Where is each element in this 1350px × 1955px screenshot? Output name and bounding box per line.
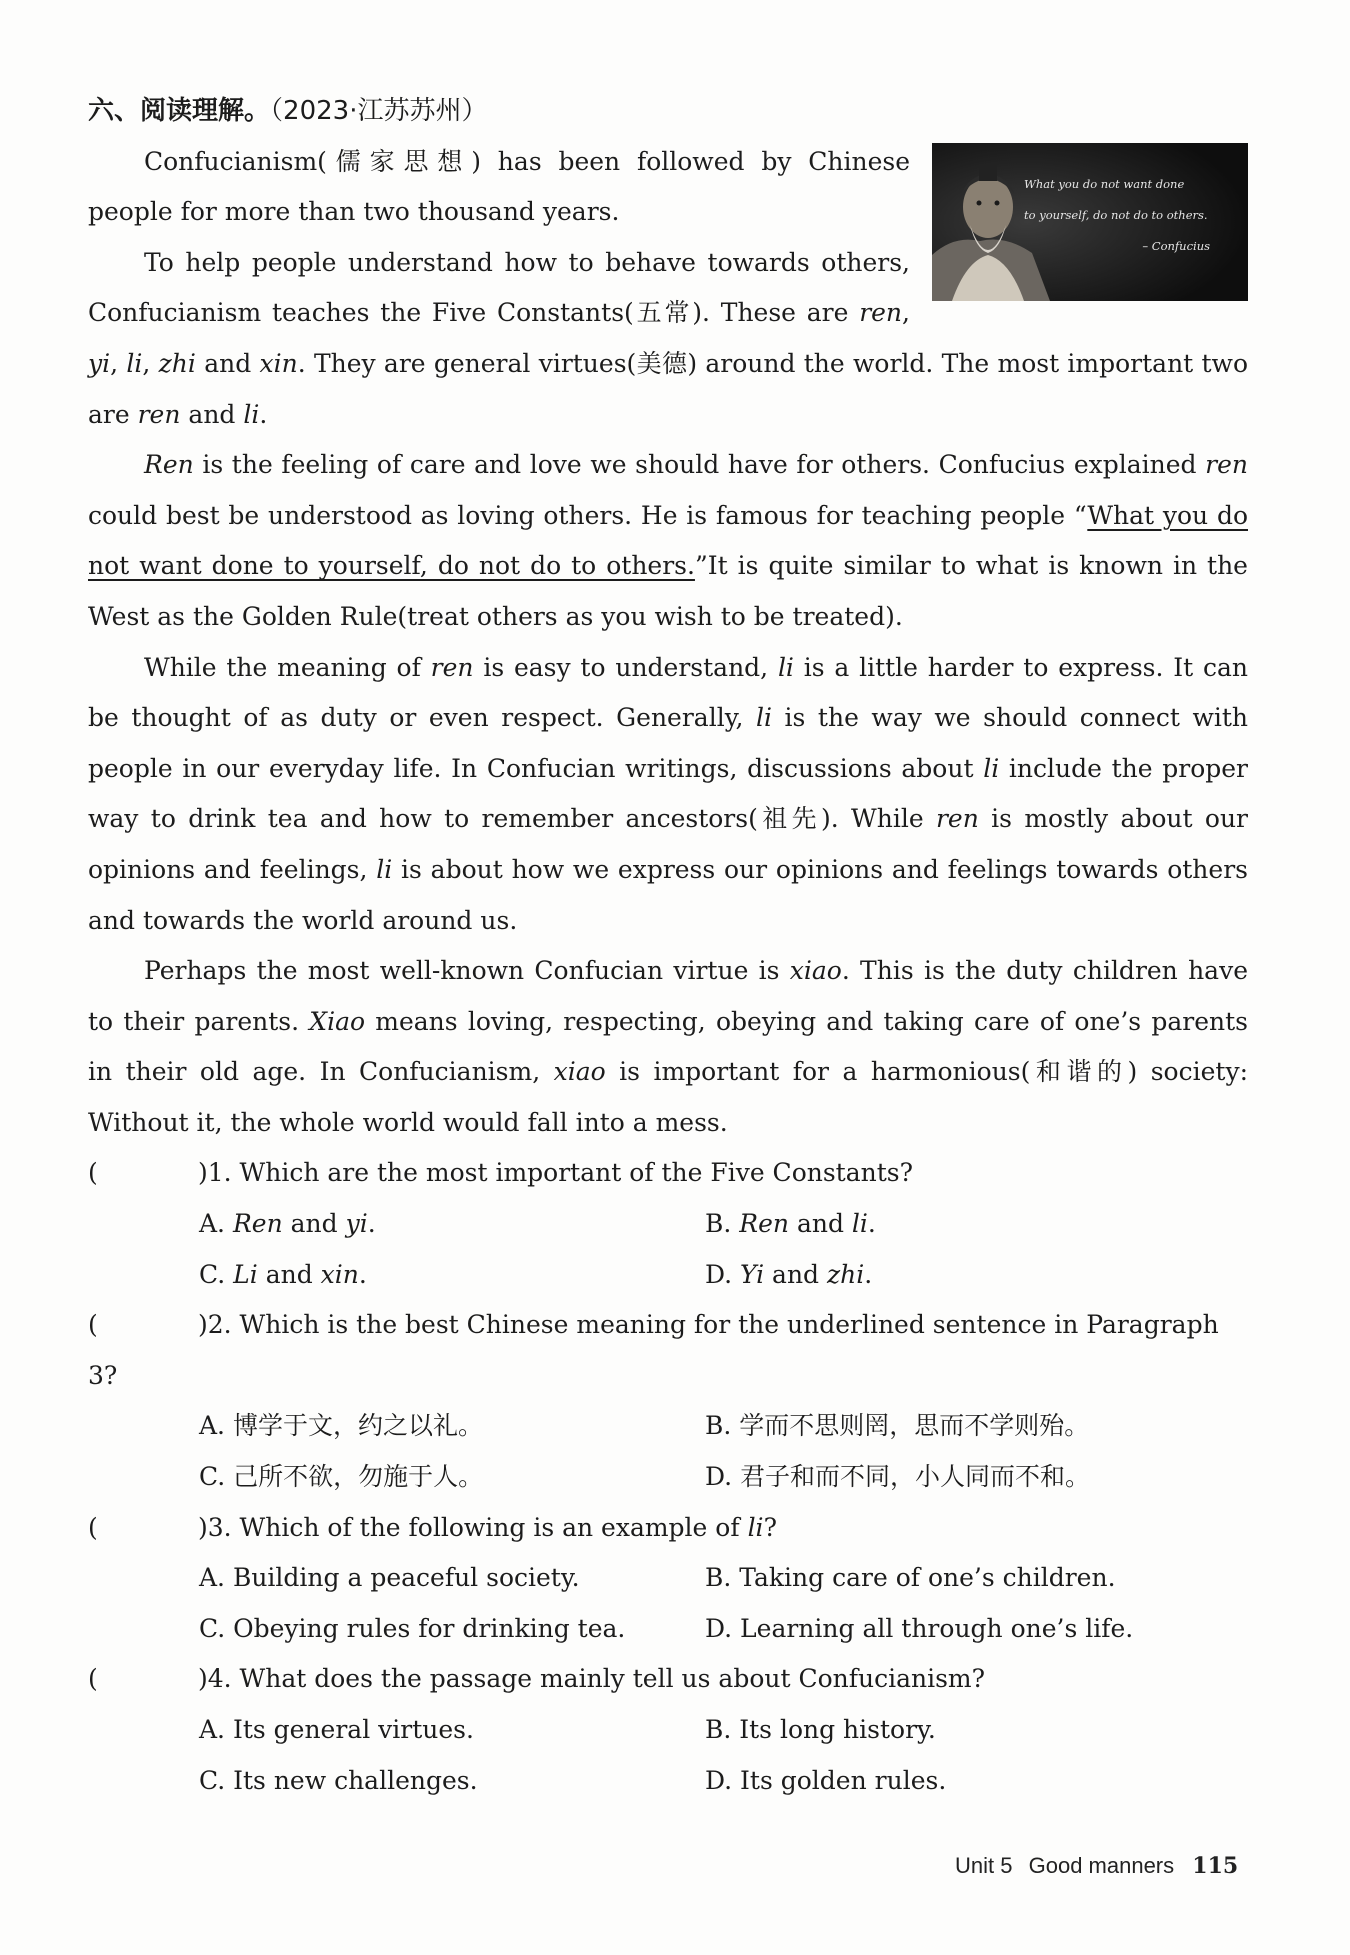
option-b[interactable]: B. Its long history. xyxy=(705,1715,936,1744)
option-a[interactable]: A. Its general virtues. xyxy=(199,1715,474,1744)
term-ren: ren xyxy=(859,298,903,328)
option-and: and xyxy=(789,1209,852,1239)
p2-text-a: To help people understand how to behave towards others, Confucianism teaches the Five Constants(五常). These are xyxy=(88,247,910,328)
quote-line-2: to yourself, do not do to others. xyxy=(1024,207,1208,222)
term-yi: yi xyxy=(345,1209,368,1239)
answer-blank[interactable]: ( xyxy=(88,1310,98,1340)
p2-sep-5: and xyxy=(180,399,244,429)
term-li: li xyxy=(376,854,393,884)
paragraph-3 xyxy=(88,440,1248,642)
option-letter: B. xyxy=(705,1209,740,1239)
question-1-options xyxy=(88,1199,1248,1300)
term-xin: xin xyxy=(259,348,298,378)
question-4-options xyxy=(88,1705,1248,1806)
term-ren: Ren xyxy=(144,450,194,480)
section-source: （2023·江苏苏州） xyxy=(270,96,488,126)
question-1-stem: )1. Which are the most important of the Five Constants? xyxy=(198,1158,914,1188)
term-ren: ren xyxy=(430,652,474,682)
term-xin: xin xyxy=(320,1259,359,1289)
question-4-stem: )4. What does the passage mainly tell us about Confucianism? xyxy=(198,1664,986,1694)
option-b[interactable]: B. Taking care of one’s children. xyxy=(705,1563,1116,1593)
option-d[interactable]: D. Learning all through one’s life. xyxy=(705,1613,1134,1643)
term-ren: ren xyxy=(935,804,979,834)
question-3-mark: ? xyxy=(763,1512,777,1542)
p2-sep-3: , xyxy=(142,348,159,378)
question-3-stem: )3. Which of the following is an example of xyxy=(198,1512,748,1542)
p4-text-e: include the proper way to drink tea and how to remember ancestors(祖先). While xyxy=(88,753,1248,834)
p2-sep-4: and xyxy=(195,348,260,378)
option-c[interactable]: C. Its new challenges. xyxy=(199,1765,478,1795)
option-a[interactable] xyxy=(199,1199,705,1250)
quote-author: – Confucius xyxy=(1142,238,1210,253)
option-end: . xyxy=(864,1259,873,1289)
p4-text-b: is easy to understand, xyxy=(473,652,778,682)
term-li: li xyxy=(756,703,772,733)
p3-text-c: ”It is quite similar to what is known in the West as the Golden Rule(treat others as you wish to be treated). xyxy=(88,551,1248,631)
quote-text xyxy=(1024,169,1244,262)
p2-end: . xyxy=(259,399,268,429)
term-ren: ren xyxy=(1205,450,1248,480)
unit-title: Good manners xyxy=(1028,1853,1175,1878)
question-2 xyxy=(88,1300,1248,1401)
unit-label: Unit 5 xyxy=(955,1853,1013,1878)
option-letter: A. xyxy=(199,1209,233,1239)
p3-text-b: could best be understood as loving others. He is famous for teaching people “ xyxy=(88,500,1088,530)
term-ren: ren xyxy=(137,399,181,429)
quote-line-1: What you do not want done xyxy=(1024,176,1185,191)
question-4 xyxy=(88,1654,1248,1705)
term-yi: yi xyxy=(88,348,111,378)
term-ren: Ren xyxy=(739,1209,789,1239)
term-li: li xyxy=(777,652,794,682)
term-xiao: Xiao xyxy=(309,1006,366,1036)
paragraph-1-text: Confucianism(儒家思想) has been followed by Chinese people for more than two thousand years. xyxy=(88,146,910,227)
answer-blank[interactable]: ( xyxy=(88,1158,98,1188)
answer-blank[interactable]: ( xyxy=(88,1512,98,1542)
p4-text-a: While the meaning of xyxy=(144,652,431,682)
option-c[interactable]: C. Obeying rules for drinking tea. xyxy=(199,1613,626,1643)
term-ren: Ren xyxy=(232,1209,283,1239)
option-and: and xyxy=(257,1259,321,1289)
question-2-stem: )2. Which is the best Chinese meaning for the underlined sentence in Paragraph 3? xyxy=(88,1310,1219,1390)
term-li: li xyxy=(747,1512,764,1542)
paragraph-5 xyxy=(88,946,1248,1148)
term-li: Li xyxy=(233,1259,258,1289)
term-zhi: zhi xyxy=(827,1259,865,1289)
question-3-options xyxy=(88,1553,1248,1654)
term-li: li xyxy=(851,1209,868,1239)
term-xiao: xiao xyxy=(553,1057,606,1087)
page-footer xyxy=(955,1853,1238,1879)
term-zhi: zhi xyxy=(158,348,196,378)
p5-text-c: means loving, respecting, obeying and taking care of one’s parents in their old age. In Confucianism, xyxy=(88,1006,1248,1087)
p4-text-d: is the way we should connect with people in our everyday life. In Confucian writings, discussions about xyxy=(88,703,1248,783)
option-end: . xyxy=(867,1209,876,1239)
option-d[interactable]: D. Its golden rules. xyxy=(705,1765,947,1795)
term-li: li xyxy=(126,348,143,378)
question-3 xyxy=(88,1503,1248,1554)
option-d[interactable] xyxy=(705,1250,1205,1301)
term-xiao: xiao xyxy=(789,956,842,986)
underlined-sentence: What you do not want done to yourself, do not do to others. xyxy=(88,500,1248,581)
option-end: . xyxy=(367,1209,376,1239)
answer-blank[interactable]: ( xyxy=(88,1664,98,1694)
paragraph-4 xyxy=(88,643,1248,947)
section-title: 阅读理解。 xyxy=(140,96,271,126)
option-b[interactable] xyxy=(705,1199,1205,1250)
section-number: 六、 xyxy=(88,96,141,126)
option-c[interactable]: C. 己所不欲，勿施于人。 xyxy=(199,1462,484,1492)
option-a[interactable]: A. 博学于文，约之以礼。 xyxy=(199,1411,483,1441)
reading-section xyxy=(88,86,1248,1806)
option-letter: C. xyxy=(199,1259,234,1289)
p4-text-f: is mostly about our opinions and feelings, xyxy=(88,804,1248,884)
option-letter: D. xyxy=(705,1259,741,1289)
confucius-quote-image xyxy=(932,143,1248,301)
p2-sep-1: , xyxy=(902,298,910,328)
term-li: li xyxy=(983,753,1000,783)
option-end: . xyxy=(358,1259,367,1289)
p5-text-a: Perhaps the most well-known Confucian virtue is xyxy=(144,956,790,986)
p4-text-c: is a little harder to express. It can be thought of as duty or even respect. Generally, xyxy=(88,652,1248,733)
p2-text-b: . They are general virtues(美德) around the world. The most important two are xyxy=(88,348,1248,429)
page-number: 115 xyxy=(1192,1853,1239,1879)
p3-text-a: is the feeling of care and love we should have for others. Confucius explained xyxy=(193,450,1206,480)
p5-text-d: is important for a harmonious(和谐的) society: Without it, the whole world would fall into a mess. xyxy=(88,1057,1248,1137)
section-heading xyxy=(88,86,1248,137)
question-1 xyxy=(88,1148,1248,1199)
term-li: li xyxy=(243,399,260,429)
p4-text-g: is about how we express our opinions and feelings towards others and towards the world around us. xyxy=(88,854,1248,935)
p5-text-b: . This is the duty children have to their parents. xyxy=(88,956,1248,1036)
option-a[interactable]: A. Building a peaceful society. xyxy=(199,1563,580,1593)
option-c[interactable] xyxy=(199,1250,705,1301)
term-yi: Yi xyxy=(740,1259,765,1289)
p2-sep-2: , xyxy=(110,348,127,378)
option-and: and xyxy=(282,1209,346,1239)
option-d[interactable]: D. 君子和而不同，小人同而不和。 xyxy=(705,1462,1091,1492)
question-2-options xyxy=(88,1401,1248,1502)
option-and: and xyxy=(764,1259,828,1289)
option-b[interactable]: B. 学而不思则罔，思而不学则殆。 xyxy=(705,1411,1090,1441)
